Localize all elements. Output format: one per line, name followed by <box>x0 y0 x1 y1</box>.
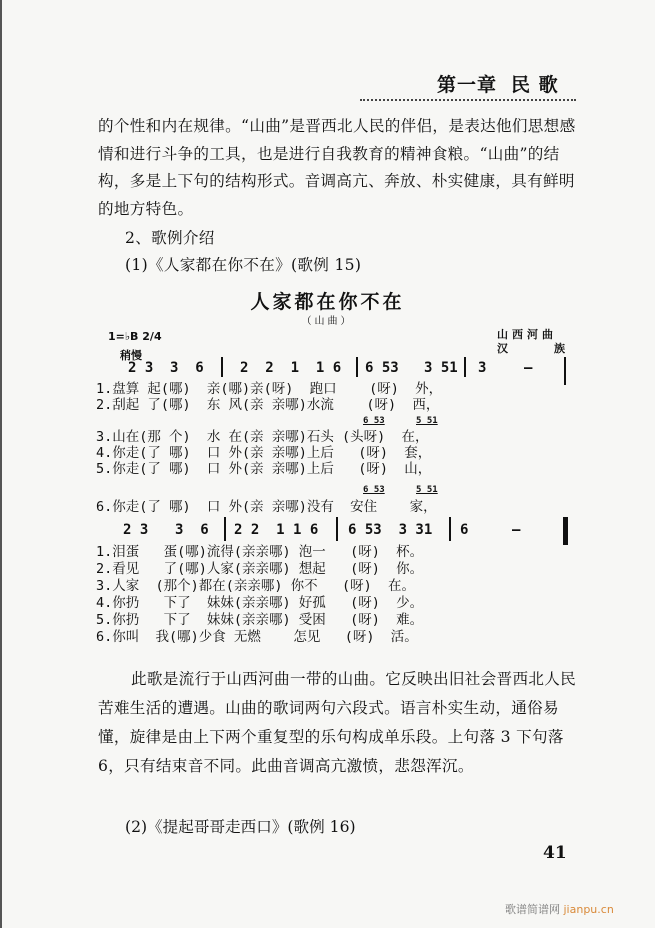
lyric-verse: 2.看见 了(哪)人家(亲亲哪) 想起 (呀) 你。 <box>96 561 424 577</box>
variant-notes: 6 53 <box>363 416 385 426</box>
lyric-verse: 5.你扔 下了 妹妹(亲亲哪) 受困 (呀) 难。 <box>96 612 424 628</box>
watermark-site: 歌谱简谱网 <box>505 903 560 916</box>
lyric-verse: 6.你走(了 哪) 口 外(亲 亲哪)没有 安住 家， <box>96 499 437 515</box>
bar-line <box>221 357 223 377</box>
bar-line <box>564 357 566 385</box>
lyric-verse: 3.山在(那 个) 水 在(亲 亲哪)石头 (头呀) 在， <box>96 429 429 445</box>
origin-region: 山西河曲 <box>497 328 557 341</box>
bar-line <box>449 517 451 541</box>
variant-notes: 6 53 <box>363 485 385 495</box>
lyric-verse: 1.泪蛋 蛋(哪)流得(亲亲哪) 泡一 (呀) 杯。 <box>96 544 424 560</box>
section-label: 民 歌 <box>511 74 559 96</box>
variant-notes: 5 51 <box>416 416 438 426</box>
bar-line <box>464 357 466 377</box>
note-group: 2 2 1 1 6 <box>234 522 319 538</box>
song-title: 人家都在你不在 <box>250 291 405 313</box>
final-bar-line <box>563 517 568 545</box>
lyric-verse: 4.你扔 下了 妹妹(亲亲哪) 好孤 (呀) 少。 <box>96 595 424 611</box>
watermark <box>505 901 614 917</box>
lyric-verse: 3.人家 (那个)都在(亲亲哪) 你不 (呀) 在。 <box>96 578 416 594</box>
tempo-marking: 稍慢 <box>120 349 142 362</box>
note-group: 3 6 <box>170 360 204 376</box>
example-heading: (1)《人家都在你不在》(歌例 15) <box>125 256 362 274</box>
note-group: – <box>512 522 521 538</box>
variant-notes: 5 51 <box>416 485 438 495</box>
page-number: 41 <box>543 843 567 863</box>
note-group: 2 3 <box>123 522 149 538</box>
key-signature: 1=♭B 2/4 <box>108 330 162 343</box>
note-group: 2 2 1 1 6 <box>240 360 342 376</box>
song-origin <box>497 328 569 356</box>
body-paragraph: 的个性和内在规律。“山曲”是晋西北人民的伴侣，是表达他们思想感情和进行斗争的工具，也是进行自我教育的精神食粮。“山曲”的结构，多是上下句的结构形式。音调高亢、奔放、朴实健康，具有鲜明的地方特色。 <box>98 117 576 218</box>
section-heading: 2、歌例介绍 <box>125 229 215 247</box>
lyric-verse: 4.你走(了 哪) 口 外(亲 亲哪)上后 (呀) 套， <box>96 445 432 461</box>
note-group: 6 53 3 31 <box>348 522 433 538</box>
example-heading: (2)《提起哥哥走西口》(歌例 16) <box>125 818 356 836</box>
lyric-verse: 1.盘算 起(哪) 亲(哪)亲(呀) 跑口 (呀) 外， <box>96 381 443 397</box>
chapter-label: 第一章 <box>437 74 498 96</box>
watermark-url: jianpu.cn <box>563 903 614 916</box>
note-group: 6 <box>460 522 469 538</box>
lyric-verse: 5.你走(了 哪) 口 外(亲 亲哪)上后 (呀) 山， <box>96 461 432 477</box>
origin-ethnicity-b: 族 <box>554 342 569 355</box>
bar-line <box>336 517 338 541</box>
page-edge <box>0 0 2 928</box>
bar-line <box>356 357 358 377</box>
header-divider <box>360 99 576 101</box>
bar-line <box>224 517 226 541</box>
note-group: 2 3 <box>128 360 154 376</box>
running-header <box>437 70 559 97</box>
note-group: 6 53 3 51 <box>365 360 458 376</box>
lyric-verse: 2.刮起 了(哪) 东 风(亲 亲哪)水流 (呀) 西， <box>96 397 440 413</box>
origin-ethnicity-a: 汉 <box>497 342 512 355</box>
analysis-paragraph: 此歌是流行于山西河曲一带的山曲。它反映出旧社会晋西北人民苦难生活的遭遇。山曲的歌词两句六段式。语言朴实生动，通俗易懂，旋律是由上下两个重复型的乐句构成单乐段。上句落 3 下句落 6，只有结束音不同。此曲音调高亢激愤，悲怨浑沉。 <box>98 670 577 775</box>
note-group: – <box>524 360 533 376</box>
note-group: 3 <box>478 360 487 376</box>
song-subtitle: （山曲） <box>301 316 354 327</box>
note-group: 3 6 <box>175 522 209 538</box>
lyric-verse: 6.你叫 我(哪)少食 无燃 怎见 (呀) 活。 <box>96 629 418 645</box>
